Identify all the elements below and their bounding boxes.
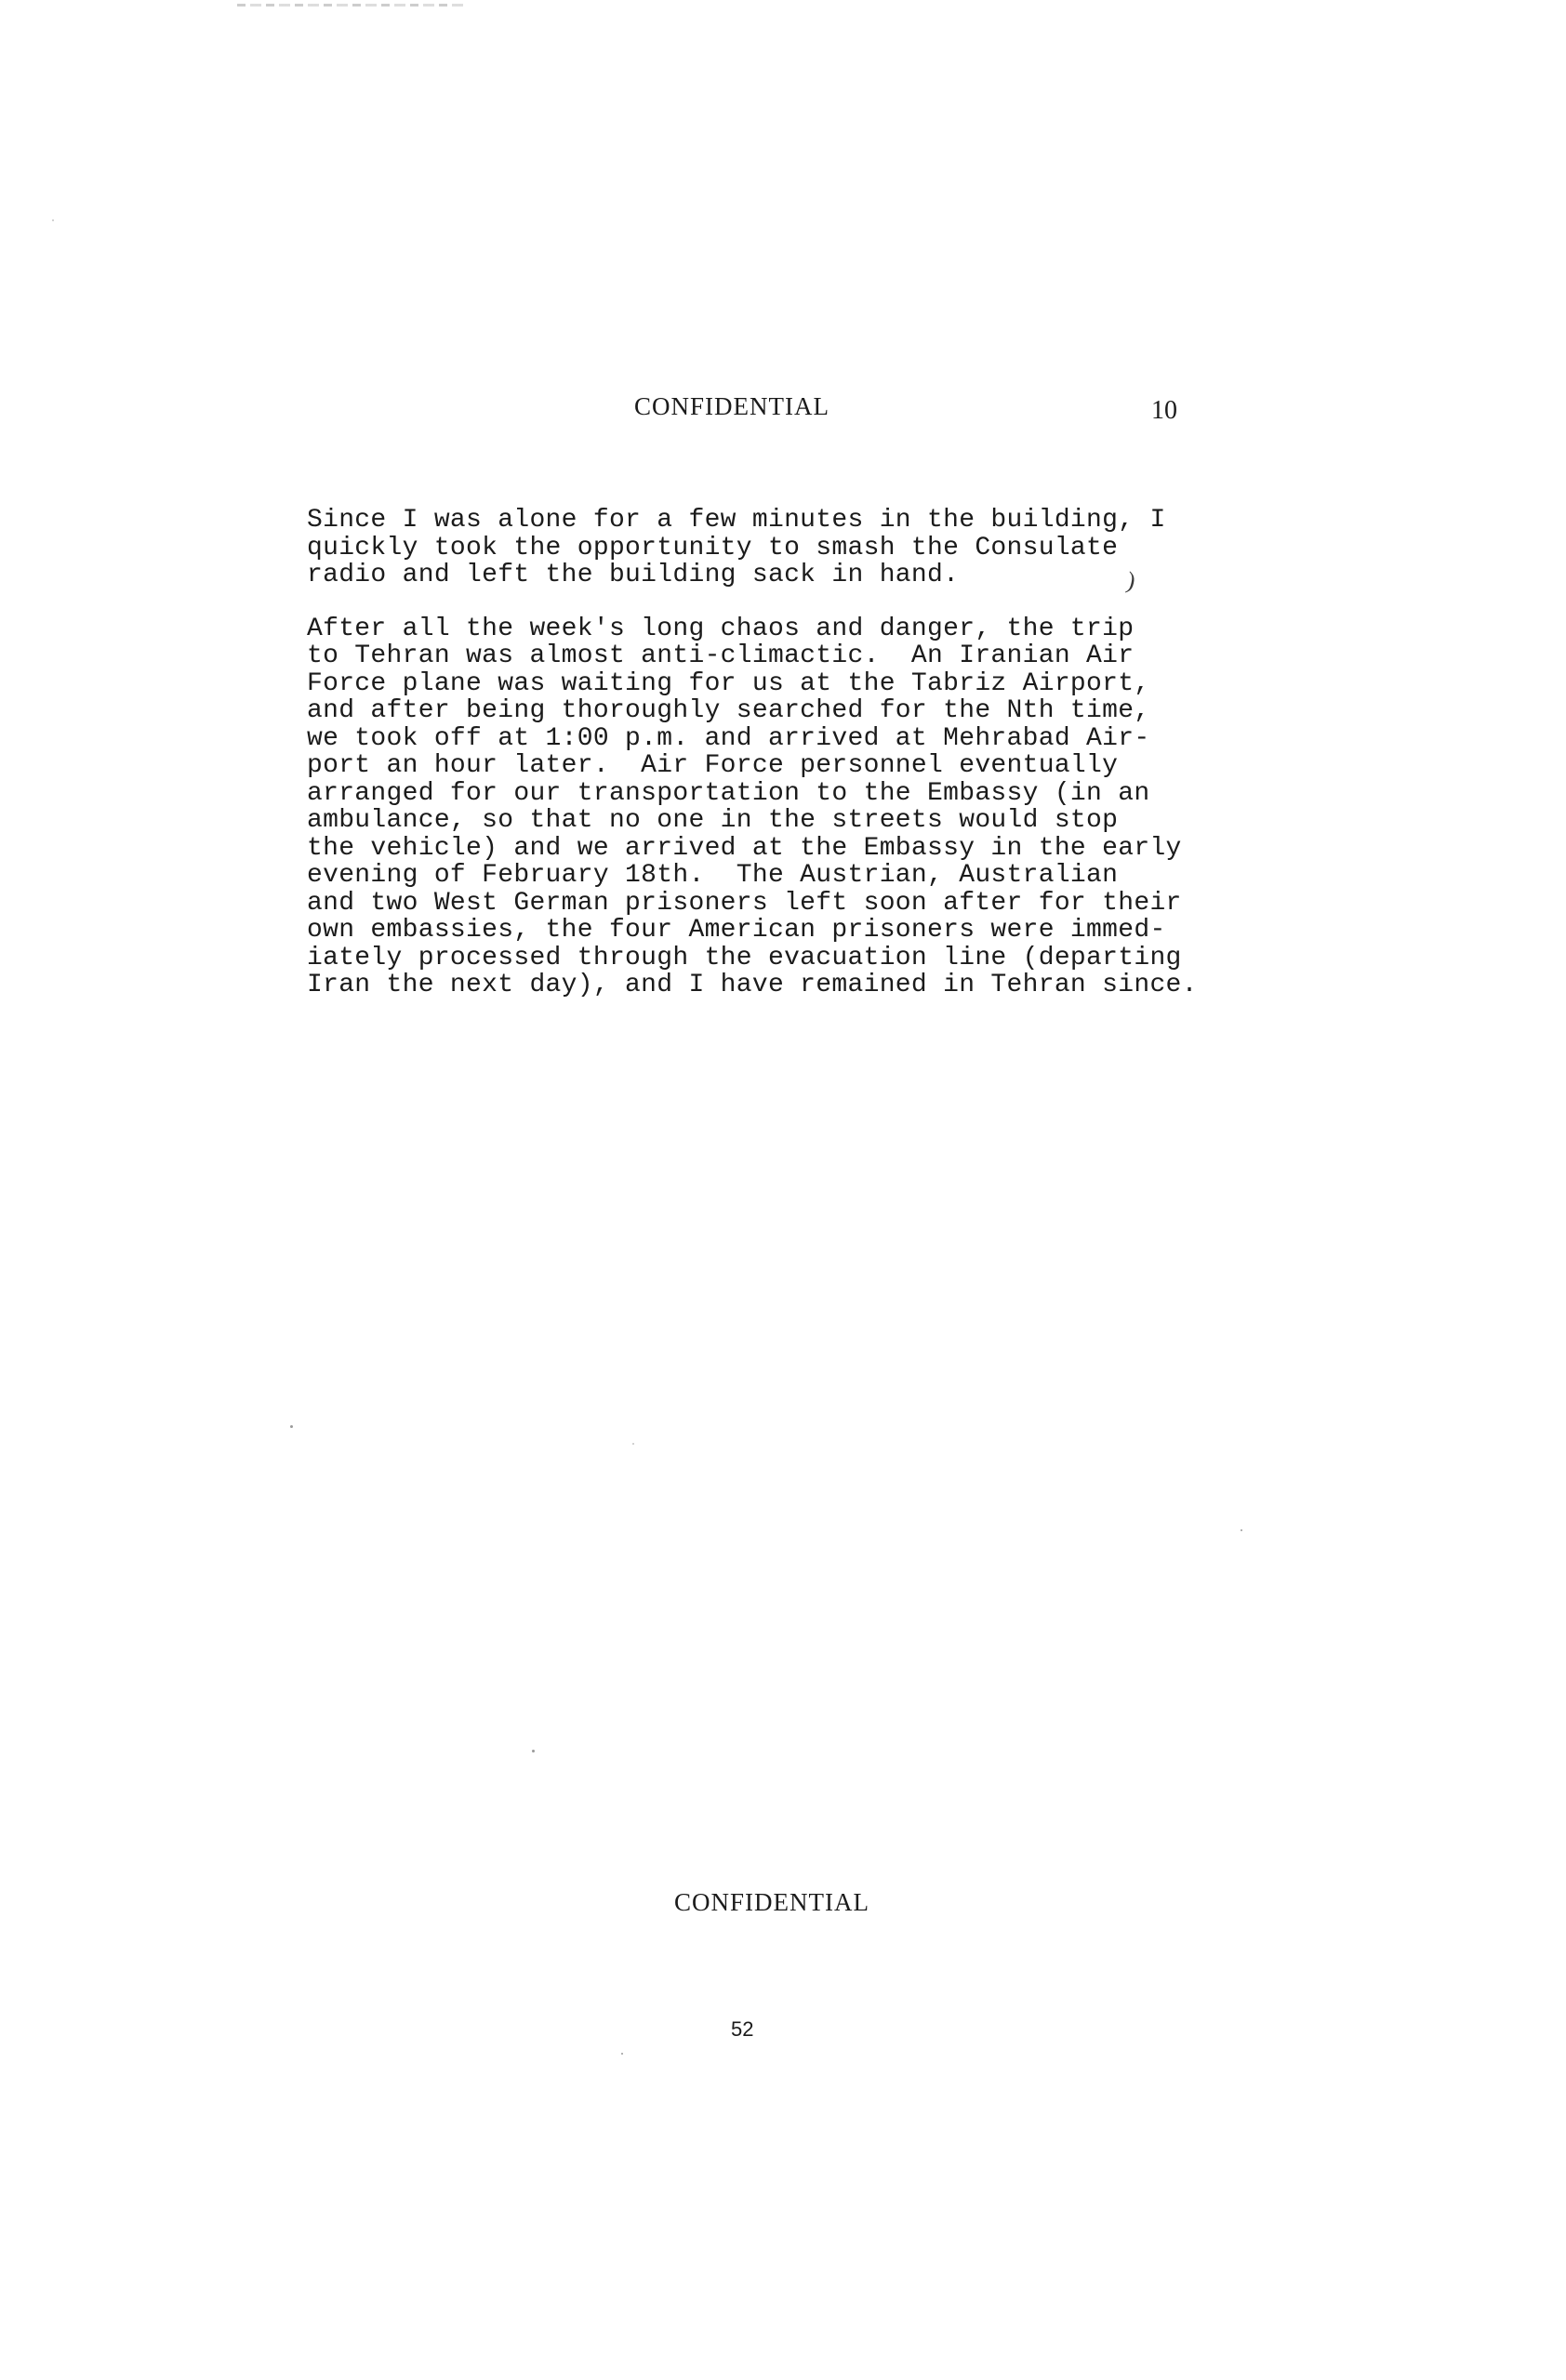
scan-speck	[621, 2053, 623, 2055]
scan-speck	[532, 1750, 535, 1752]
text-line: port an hour later. Air Force personnel eventually	[307, 751, 1119, 780]
scan-speck	[290, 1425, 293, 1428]
paragraph-2	[307, 615, 1274, 999]
text-line: Since I was alone for a few minutes in the building, I	[307, 506, 1166, 535]
text-line: ambulance, so that no one in the streets would stop	[307, 806, 1119, 835]
pen-mark: )	[1124, 566, 1138, 595]
footer-page-number: 52	[731, 2017, 754, 2041]
text-line: After all the week's long chaos and danger, the trip	[307, 614, 1135, 643]
header-page-number: 10	[1151, 396, 1177, 425]
scan-speck	[632, 1443, 634, 1445]
text-line: Force plane was waiting for us at the Tabriz Airport,	[307, 668, 1150, 698]
text-line: iately processed through the evacuation line (departing	[307, 943, 1182, 972]
text-line: Iran the next day), and I have remained in Tehran since.	[307, 971, 1198, 999]
scan-speck	[52, 219, 54, 221]
text-line: and two West German prisoners left soon after for their	[307, 888, 1182, 918]
text-line: we took off at 1:00 p.m. and arrived at Mehrabad Air-	[307, 723, 1150, 753]
text-line: and after being thoroughly searched for the Nth time,	[307, 696, 1150, 725]
text-line: radio and left the building sack in hand.	[307, 561, 960, 589]
text-line: quickly took the opportunity to smash the Consulate	[307, 533, 1119, 562]
text-line: evening of February 18th. The Austrian, Australian	[307, 861, 1119, 890]
scan-artifact-mark	[237, 4, 465, 7]
scan-speck	[1241, 1529, 1242, 1531]
text-line: arranged for our transportation to the Embassy (in an	[307, 778, 1150, 808]
text-line: own embassies, the four American prisoners were immed-	[307, 916, 1166, 945]
header-classification: CONFIDENTIAL	[634, 392, 829, 420]
footer-classification: CONFIDENTIAL	[674, 1888, 869, 1916]
text-line: to Tehran was almost anti-climactic. An Iranian Air	[307, 641, 1135, 670]
text-line: the vehicle) and we arrived at the Embassy in the early	[307, 833, 1182, 863]
